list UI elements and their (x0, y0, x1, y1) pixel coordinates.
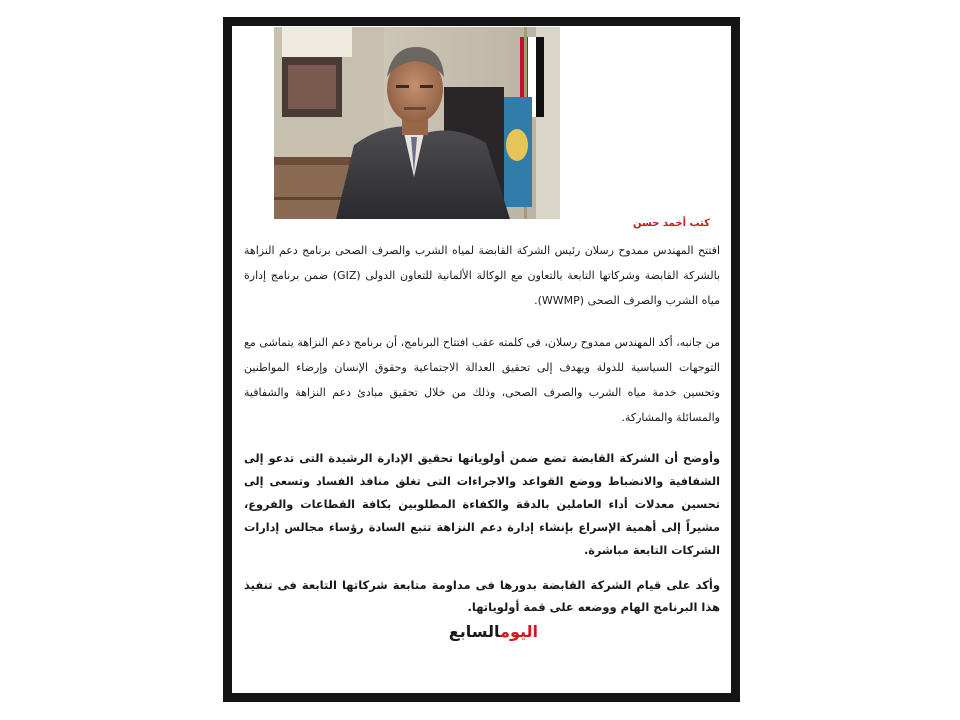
article-paragraph-2: من جانبه، أكد المهندس ممدوح رسلان، فى كلمته عقب افتتاح البرنامج، أن برنامج دعم النزاهة يتماشى مع التوجهات السياسية للدولة ويهدف إلى تحقيق العدالة الاجتماعية وحقوق الإنسان وإرضاء المواطنين وتحسين خدمة مياه الشرب والصرف الصحى، وذلك من خلال تحقيق مبادئ دعم النزاهة والشفافية والمسائلة والمشاركة. (244, 336, 720, 424)
article-paragraph-4: وأكد على قيام الشركة القابضة بدورها فى مداومة متابعة شركاتها التابعة فى تنفيذ هذا البرنامج الهام ووضعه على قمة أولوياتها. (244, 578, 720, 614)
article-paragraph-3: وأوضح أن الشركة القابضة تضع ضمن أولوياتها تحقيق الإدارة الرشيدة التى تدعو إلى الشفافية والانضباط ووضع القواعد والاجراءات التى تغلق منافذ الفساد وتسعى إلى تحسين معدلات أداء العاملين بالدقة والكفاءة المطلوبين بكافة القطاعات والفروع، مشيراً إلى أهمية الإسراع بإنشاء إدارة دعم النزاهة تتبع السادة رؤساء مجالس إدارات الشركات التابعة مباشرة. (244, 452, 720, 557)
logo-part-b: السابع (448, 622, 501, 641)
article-byline: كتب أحمد حسن (633, 218, 710, 229)
youm7-logo (446, 620, 538, 644)
article-photo (274, 27, 560, 219)
article-paragraph-1: افتتح المهندس ممدوح رسلان رئيس الشركة القابضة لمياه الشرب والصرف الصحى برنامج دعم النزاهة بالشركة القابضة وشركاتها التابعة بالتعاون مع الوكالة الألمانية للتعاون الدولى (GIZ) ضمن برنامج إدارة مياه الشرب والصرف الصحى (WWMP). (244, 244, 720, 307)
logo-part-a: اليوم (500, 622, 538, 641)
